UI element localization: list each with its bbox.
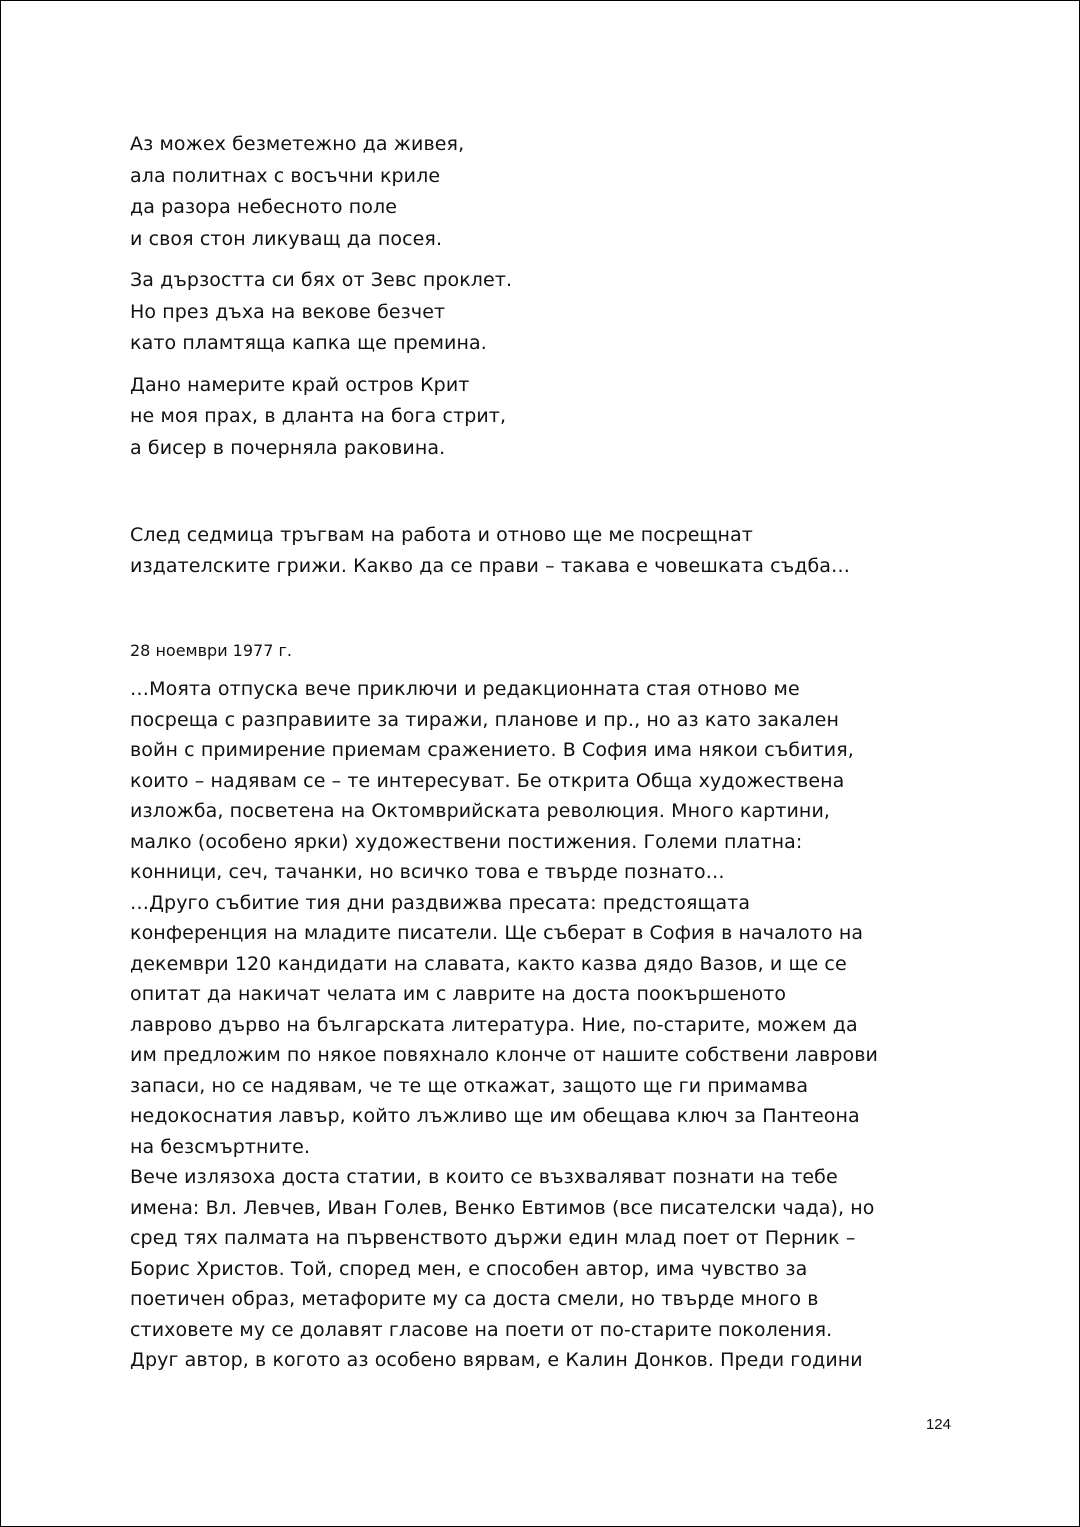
note-line: издателските грижи. Какво да се прави – такава е човешката съдба… <box>130 555 851 577</box>
poem-line: а бисер в почерняла раковина. <box>130 436 446 459</box>
closing-note <box>130 520 960 582</box>
body-line: на безсмъртните. <box>130 1135 311 1158</box>
body-line: поетичен образ, метафорите му са доста смели, но твърде много в <box>130 1288 819 1310</box>
poem-line: като пламтяща капка ще премина. <box>130 332 487 354</box>
body-line: лаврово дърво на българската литература. Ние, по-старите, можем да <box>130 1013 858 1036</box>
body-line: Борис Христов. Той, според мен, е способен автор, има чувство за <box>130 1257 808 1280</box>
page-number: 124 <box>925 1416 951 1433</box>
body-line: сред тях палмата на първенството държи един млад поет от Перник – <box>130 1227 856 1249</box>
body-line: опитат да накичат челата им с лаврите на доста поокършеното <box>130 983 787 1005</box>
poem <box>130 129 960 464</box>
poem-line: не моя прах, в дланта на бога стрит, <box>130 405 507 427</box>
body-line: недокоснатия лавър, който лъжливо ще им обещава ключ за Пантеона <box>130 1105 860 1127</box>
poem-stanza <box>130 129 960 255</box>
body-line: Вече излязоха доста статии, в които се възхваляват познати на тебе <box>130 1166 838 1188</box>
poem-line: Аз можех безметежно да живея, <box>130 133 465 155</box>
entry-date: 28 ноември 1977 г. <box>130 641 292 660</box>
body-line: декември 120 кандидати на славата, както казва дядо Вазов, и ще се <box>130 952 847 975</box>
body-line: им предложим по някое повяхнало клонче от нашите собствени лаврови <box>130 1044 878 1066</box>
poem-line: Дано намерите край остров Крит <box>130 373 470 396</box>
letter-body <box>130 674 960 1376</box>
note-line: След седмица тръгвам на работа и отново ще ме посрещнат <box>130 524 753 546</box>
body-line: …Друго събитие тия дни раздвижва пресата: предстоящата <box>130 891 751 914</box>
poem-stanza <box>130 265 960 360</box>
poem-stanza <box>130 370 960 465</box>
body-line: които – надявам се – те интересуват. Бе открита Обща художествена <box>130 769 845 792</box>
body-line: стиховете му се долавят гласове на поети от по-старите поколения. <box>130 1318 833 1341</box>
poem-line: ала политнах с восъчни криле <box>130 164 441 187</box>
body-line: войн с примирение приемам сражението. В София има някои събития, <box>130 739 854 761</box>
body-line: малко (особено ярки) художествени постижения. Големи платна: <box>130 830 803 853</box>
poem-line: Но през дъха на векове безчет <box>130 300 446 323</box>
body-line: изложба, посветена на Октомврийската революция. Много картини, <box>130 800 831 822</box>
poem-line: За дързостта си бях от Зевс проклет. <box>130 269 513 291</box>
poem-line: и своя стон ликуващ да посея. <box>130 227 443 250</box>
poem-line: да разора небесното поле <box>130 196 398 218</box>
body-line: имена: Вл. Левчев, Иван Голев, Венко Евтимов (все писателски чада), но <box>130 1196 875 1219</box>
body-line: конференция на младите писатели. Ще съберат в София в началото на <box>130 922 864 944</box>
body-line: Друг автор, в когото аз особено вярвам, е Калин Донков. Преди години <box>130 1349 863 1371</box>
body-line: посреща с разправиите за тиражи, планове и пр., но аз като закален <box>130 708 839 731</box>
body-line: …Моята отпуска вече приключи и редакционната стая отново ме <box>130 678 800 700</box>
page-content <box>130 129 960 1376</box>
body-line: конници, сеч, тачанки, но всичко това е твърде познато… <box>130 861 725 883</box>
body-line: запаси, но се надявам, че те ще откажат, защото ще ги примамва <box>130 1074 809 1097</box>
